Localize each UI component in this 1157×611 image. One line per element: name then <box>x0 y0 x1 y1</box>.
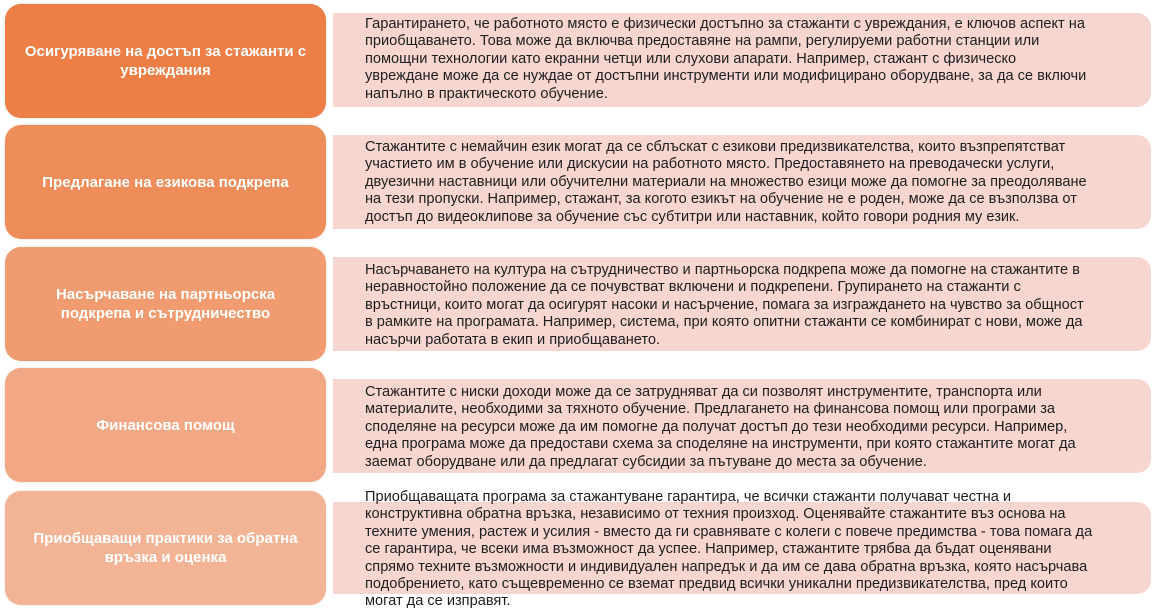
label-title: Приобщаващи практики за обратна връзка и оценка <box>33 530 298 566</box>
label-box-feedback <box>5 491 326 605</box>
label-box-peer-support <box>5 247 326 361</box>
label-title: Финансова помощ <box>96 416 235 434</box>
label-title: Насърчаване на партньорска подкрепа и сътрудничество <box>55 286 276 322</box>
description-text: Насърчаването на култура на сътрудничество и партньорска подкрепа може да помогне на стажантите в неравностойно положение да се почувстват включени и подкрепени. Групирането на стажанти с връстници, които могат да осигурят насоки и насърчение, помага за изграждането на чувство за общност в рамките на програмата. Например, система, при която опитни стажанти се комбинират с нови, може да насърчи работата в екип и приобщаването. <box>365 262 1084 348</box>
description-text: Стажантите с немайчин език могат да се сблъскат с езикови предизвикателства, които възпрепятстват участието им в обучение или дискусии на работното място. Предоставянето на преводачески услуги, двуезични наставници или обучителни материали на множество езици може да помогне за преодоляване на тези пропуски. Например, стажант, за когото езикът на обучение не е роден, може да се възползва от достъп до видеоклипове за обучение със субтитри или наставник, който говори родния му език. <box>365 139 1087 225</box>
description-text: Гарантирането, че работното място е физически достъпно за стажанти с увреждания, е ключов аспект на приобщаването. Това може да включва предоставяне на рампи, регулируеми работни станции или помощни технологии като екранни четци или слухови апарати. Например, стажант с физическо увреждане може да се нуждае от достъпни инструменти или модифицирано оборудване, за да се включи напълно в практическото обучение. <box>365 16 1087 102</box>
label-box-accessibility <box>5 4 326 118</box>
label-box-financial-aid <box>5 368 326 482</box>
description-text: Стажантите с ниски доходи може да се затрудняват да си позволят инструментите, транспорта или материалите, необходими за тяхното обучение. Предлагането на финансова помощ или програми за споделяне на ресурси може да им помогне да получат достъп до тези необходими ресурси. Например, една програма може да предостави схема за споделяне на инструменти, при която стажантите могат да заемат оборудване или да предлагат субсидии за пътуване до места за обучение. <box>365 384 1076 470</box>
description-text: Приобщаващата програма за стажантуване гарантира, че всички стажанти получават честна и конструктивна обратна връзка, независимо от техния произход. Оценявайте стажантите въз основа на техните умения, растеж и усилия - вместо да ги сравнявате с колеги с повече предимства - това помага да се гарантира, че всеки има възможност да успее. Например, стажантите трябва да бъдат оценявани спрямо техните възможности и индивидуален напредък и да им се дава обратна връзка, която насърчава подобрението, като същевременно се вземат предвид всички уникални предизвикателства, пред които могат да се изправят. <box>365 489 1093 610</box>
label-title: Предлагане на езикова подкрепа <box>42 173 289 191</box>
label-box-language-support <box>5 125 326 239</box>
label-title: Осигуряване на достъп за стажанти с увреждания <box>24 43 307 79</box>
